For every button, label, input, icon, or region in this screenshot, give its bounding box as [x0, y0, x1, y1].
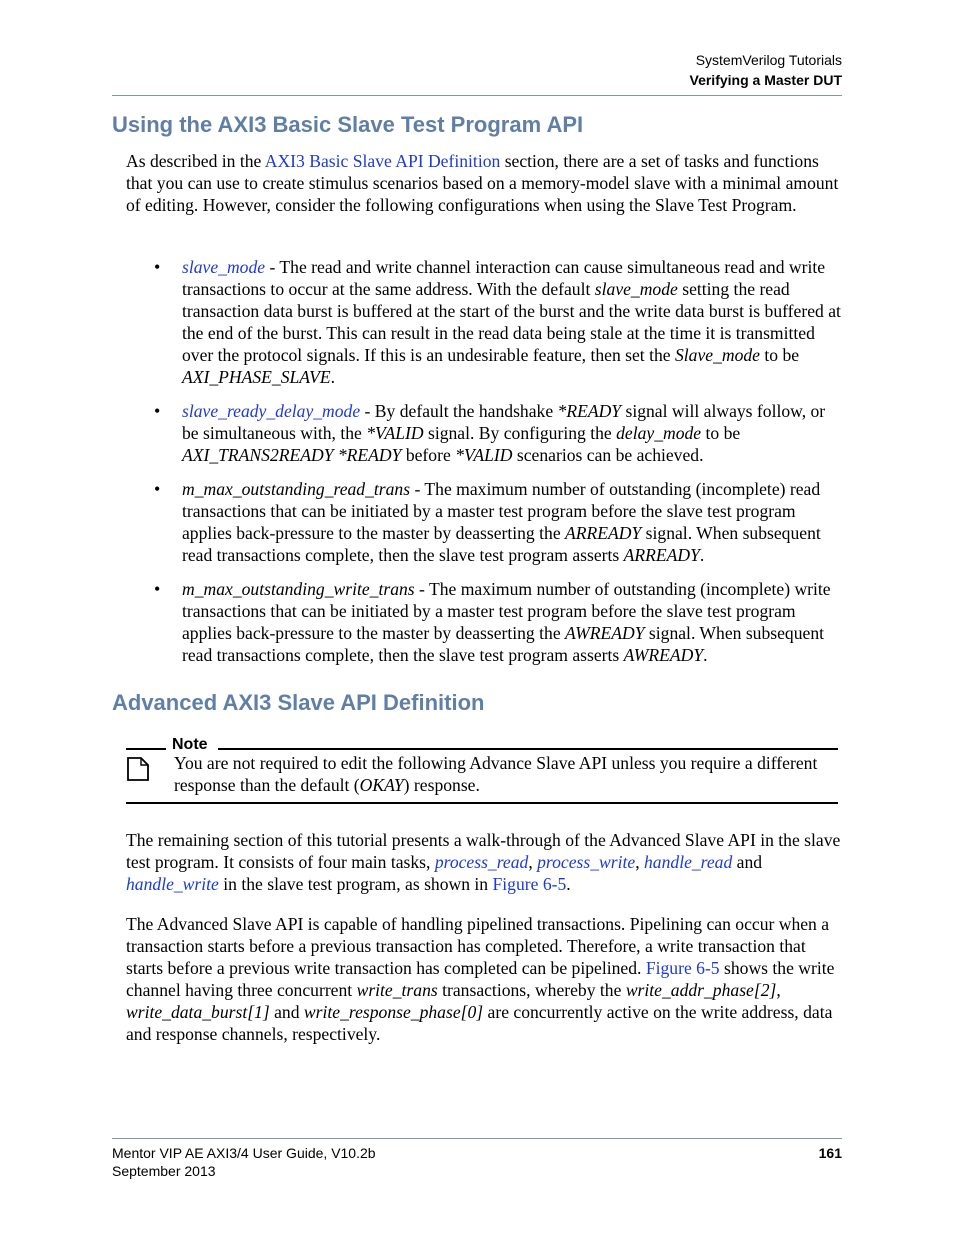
- para-text: The Advanced Slave API is capable of handling pipelined transactions. Pipelining can occur when a transaction starts before a previous transaction has completed. Therefore, a write transaction that starts before a previous write transaction has completed can be pipelined.: [126, 914, 830, 978]
- bullet-italic: *VALID: [455, 445, 513, 465]
- para-text: ,: [528, 852, 538, 872]
- bullet-text: to be: [701, 423, 741, 443]
- bullet-icon: •: [154, 401, 161, 421]
- link-slave-mode[interactable]: slave_mode: [182, 257, 266, 277]
- page-number: 161: [818, 1145, 842, 1161]
- note-italic: OKAY: [359, 775, 404, 795]
- para-italic: write_response_phase[0]: [303, 1002, 484, 1022]
- link-process-write[interactable]: process_write: [537, 852, 636, 872]
- config-list: [126, 256, 842, 666]
- term-max-outstanding-read: m_max_outstanding_read_trans: [182, 479, 411, 499]
- note-label: Note: [172, 736, 212, 754]
- bullet-text: - The maximum number of outstanding (incomplete) write transactions that can be initiated by a master test program before the slave test program applies back-pressure to the master by deasserting the: [182, 579, 831, 643]
- bullet-text: signal. By configuring the: [423, 423, 617, 443]
- note-text: [174, 752, 838, 796]
- bullet-icon: •: [154, 479, 161, 499]
- intro-text: As described in the: [126, 151, 265, 171]
- note-rule-bottom: [126, 802, 838, 804]
- footer-left: [112, 1144, 376, 1180]
- bullet-italic: *VALID: [366, 423, 424, 443]
- link-basic-slave-api[interactable]: AXI3 Basic Slave API Definition: [264, 151, 501, 171]
- bullet-italic: AWREADY: [623, 645, 704, 665]
- bullet-italic: AXI_PHASE_SLAVE: [182, 367, 331, 387]
- para-text: ,: [776, 980, 781, 1000]
- bullet-italic: *READY: [557, 401, 622, 421]
- para-text: are concurrently active on the write address, data and response channels, respectively.: [126, 1002, 833, 1044]
- list-item-max-outstanding-write: [126, 578, 842, 666]
- running-header: [112, 50, 842, 90]
- para-italic: write_addr_phase[2]: [625, 980, 777, 1000]
- note-rule-top-left: [126, 748, 166, 750]
- header-section: Verifying a Master DUT: [689, 72, 842, 88]
- note-box: [126, 736, 838, 804]
- list-item-slave-ready-delay-mode: [126, 400, 842, 466]
- para-italic: write_data_burst[1]: [126, 1002, 270, 1022]
- para-text: The remaining section of this tutorial presents a walk-through of the Advanced Slave API in the slave test program. It consists of four main tasks,: [126, 830, 841, 872]
- bullet-text: before: [401, 445, 456, 465]
- header-rule: [112, 95, 842, 96]
- bullet-text: .: [699, 545, 705, 565]
- para-text: transactions, whereby the: [437, 980, 626, 1000]
- bullet-italic: slave_mode: [594, 279, 678, 299]
- para-text: .: [566, 874, 571, 894]
- bullet-icon: •: [154, 579, 161, 599]
- intro-text-cont: section, there are a set of tasks and functions that you can use to create stimulus scenarios based on a memory-model slave with a minimal amount of editing. However, consider the following configurations when using the Slave Test Program.: [126, 151, 839, 215]
- bullet-italic: AWREADY: [565, 623, 645, 643]
- bullet-text: scenarios can be achieved.: [512, 445, 704, 465]
- intro-paragraph: [126, 150, 842, 216]
- bullet-icon: •: [154, 257, 161, 277]
- link-slave-ready-delay-mode[interactable]: slave_ready_delay_mode: [182, 401, 361, 421]
- term-max-outstanding-write: m_max_outstanding_write_trans: [182, 579, 415, 599]
- bullet-italic: delay_mode: [616, 423, 702, 443]
- section-heading-advanced-slave: Advanced AXI3 Slave API Definition: [112, 690, 485, 715]
- para-text: and: [732, 852, 763, 872]
- para-text: in the slave test program, as shown in: [218, 874, 493, 894]
- list-item-max-outstanding-read: [126, 478, 842, 566]
- note-text-part: ) response.: [403, 775, 480, 795]
- bullet-text: signal will always follow, or be simultaneous with, the: [182, 401, 826, 443]
- bullet-text: signal. When subsequent read transactions complete, then the slave test program asserts: [182, 523, 821, 565]
- para-italic: write_trans: [356, 980, 438, 1000]
- list-item-slave-mode: [126, 256, 842, 388]
- bullet-italic: ARREADY: [623, 545, 700, 565]
- bullet-text: - By default the handshake: [360, 401, 558, 421]
- link-handle-write[interactable]: handle_write: [126, 874, 219, 894]
- bullet-text: .: [703, 645, 708, 665]
- note-rule-top-right: [218, 748, 838, 750]
- bullet-text: - The maximum number of outstanding (incomplete) read transactions that can be initiated by a master test program before the slave test program applies back-pressure to the master by deasserting the: [182, 479, 821, 543]
- bullet-italic: ARREADY: [565, 523, 642, 543]
- bullet-italic: AXI_TRANS2READY *READY: [182, 445, 402, 465]
- para-text: and: [269, 1002, 304, 1022]
- bullet-italic: Slave_mode: [674, 345, 760, 365]
- link-process-read[interactable]: process_read: [434, 852, 529, 872]
- note-page-icon: [126, 756, 150, 782]
- bullet-text: .: [330, 367, 336, 387]
- para-text: ,: [635, 852, 644, 872]
- section-heading-basic-slave: Using the AXI3 Basic Slave Test Program API: [112, 112, 584, 137]
- header-chapter: SystemVerilog Tutorials: [695, 52, 842, 68]
- footer-date: September 2013: [112, 1163, 216, 1179]
- link-handle-read[interactable]: handle_read: [644, 852, 733, 872]
- note-text-part: You are not required to edit the following Advance Slave API unless you require a different response than the default (: [174, 753, 818, 795]
- bullet-text: signal. When subsequent read transactions complete, then the slave test program asserts: [182, 623, 825, 665]
- bullet-text: to be: [759, 345, 800, 365]
- footer-guide-title: Mentor VIP AE AXI3/4 User Guide, V10.2b: [112, 1145, 376, 1161]
- link-figure-6-5[interactable]: Figure 6-5: [492, 874, 567, 894]
- link-figure-6-5[interactable]: Figure 6-5: [645, 958, 720, 978]
- bullet-text: - The read and write channel interaction can cause simultaneous read and write transactions to occur at the same address. With the default: [182, 257, 826, 299]
- advanced-paragraph-1: [126, 829, 842, 895]
- bullet-text: setting the read transaction data burst is buffered at the start of the burst and the write data burst is buffered at the end of the burst. This can result in the read data being stale at the time it is transmitted over the protocol signals. If this is an undesirable feature, then set the: [182, 279, 841, 365]
- footer-rule: [112, 1138, 842, 1139]
- para-text: shows the write channel having three concurrent: [126, 958, 835, 1000]
- advanced-paragraph-2: [126, 913, 842, 1045]
